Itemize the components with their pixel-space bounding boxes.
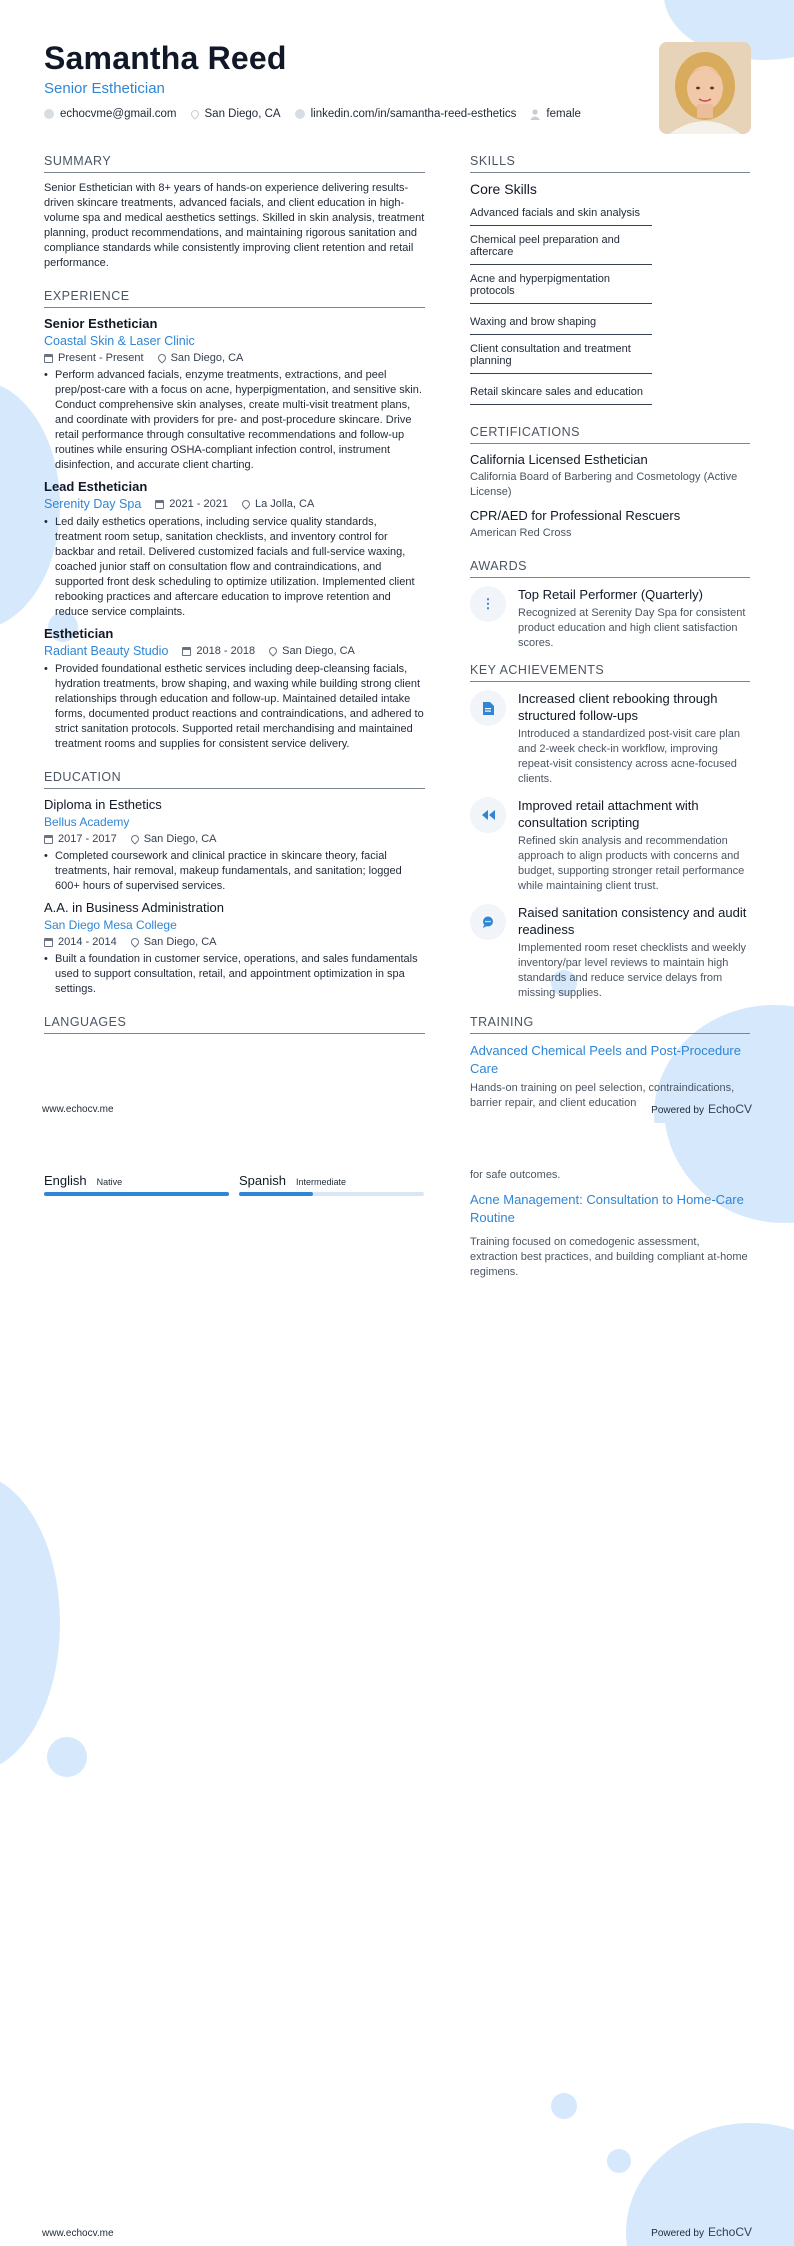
language-proficiency-fill xyxy=(239,1192,313,1196)
education-entry xyxy=(44,900,425,997)
footer-powered-label: Powered by xyxy=(651,1105,704,1116)
section-heading-training: TRAINING xyxy=(470,1015,750,1034)
rewind-icon xyxy=(470,797,506,833)
left-column xyxy=(44,154,425,1042)
footer-powered xyxy=(651,1102,752,1116)
education-meta xyxy=(44,833,425,845)
contact-location-text: San Diego, CA xyxy=(204,108,281,120)
footer-powered xyxy=(651,2225,752,2239)
training-title[interactable]: Acne Management: Consultation to Home-Care Routine xyxy=(470,1192,744,1225)
resume-page-2 xyxy=(0,1123,794,2246)
job-dates: Present - Present xyxy=(58,352,144,364)
calendar-icon xyxy=(44,938,53,947)
training-desc-continued: for safe outcomes. xyxy=(470,1169,561,1181)
training-desc: Training focused on comedogenic assessment, extraction best practices, and building compliant at-home regimens. xyxy=(470,1236,748,1278)
footer-powered-label: Powered by xyxy=(651,2228,704,2239)
contact-linkedin-text: linkedin.com/in/samantha-reed-esthetics xyxy=(310,108,517,120)
candidate-role: Senior Esthetician xyxy=(44,80,165,97)
education-entry xyxy=(44,797,425,894)
contact-email-text: echocvme@gmail.com xyxy=(60,108,177,120)
summary-text: Senior Esthetician with 8+ years of hands-on experience delivering results-driven skincare treatments, advanced facials, and client education in high-volume spa and medical aesthetics settings. Skilled in skin analysis, treatment planning, product recommendations, and maintaining rigorous sanitation and compliance standards while consistently improving client retention and retail performance. xyxy=(44,182,425,269)
certification-name: California Licensed Esthetician xyxy=(470,452,648,467)
certification-issuer: California Board of Barbering and Cosmetology (Active License) xyxy=(470,471,738,498)
decor-circle xyxy=(607,2149,631,2173)
skill-item: Waxing and brow shaping xyxy=(470,316,652,335)
section-heading-summary: SUMMARY xyxy=(44,154,425,173)
location-pin-icon xyxy=(189,108,200,119)
certification-issuer: American Red Cross xyxy=(470,527,572,539)
education-degree: A.A. in Business Administration xyxy=(44,900,224,915)
award-title: Top Retail Performer (Quarterly) xyxy=(518,587,703,602)
language-item xyxy=(44,1173,229,1196)
section-heading-achievements: KEY ACHIEVEMENTS xyxy=(470,663,750,682)
education-bullet: • Built a foundation in customer service, operations, and sales fundamentals used to support consultation, retail, and appointment optimization in spa settings. xyxy=(44,952,425,997)
education-location: San Diego, CA xyxy=(143,936,217,948)
job-title: Esthetician xyxy=(44,626,114,641)
profile-photo xyxy=(659,42,751,134)
languages-list xyxy=(44,1173,425,1196)
email-icon xyxy=(44,109,54,119)
job-company[interactable]: Radiant Beauty Studio xyxy=(44,644,169,658)
skills-group-title: Core Skills xyxy=(470,181,537,197)
education-bullet: • Completed coursework and clinical practice in skincare theory, facial treatments, hair removal, makeup fundamentals, and sanitation; logged 600+ hours of supervised services. xyxy=(44,849,425,894)
calendar-icon xyxy=(44,835,53,844)
language-level: Intermediate xyxy=(295,1177,347,1187)
document-icon xyxy=(470,690,506,726)
language-level: Native xyxy=(96,1177,123,1187)
achievement-desc: Refined skin analysis and recommendation approach to align products with concerns and budget, supporting stronger retail performance while maintaining client trust. xyxy=(518,835,745,892)
language-item xyxy=(239,1173,424,1196)
award-item xyxy=(470,586,750,651)
job-location: San Diego, CA xyxy=(282,645,355,657)
contact-gender xyxy=(530,108,581,120)
section-heading-awards: AWARDS xyxy=(470,559,750,578)
contact-email[interactable] xyxy=(44,108,177,120)
job-location: La Jolla, CA xyxy=(255,498,315,510)
location-pin-icon xyxy=(267,645,278,656)
skill-item: Chemical peel preparation and aftercare xyxy=(470,234,652,265)
education-dates: 2014 - 2014 xyxy=(58,936,117,948)
location-pin-icon xyxy=(129,833,140,844)
job-location: San Diego, CA xyxy=(170,352,244,364)
calendar-icon xyxy=(155,500,164,509)
job-bullet: • Provided foundational esthetic services including deep-cleansing facials, hydration treatments, brow shaping, and waxing while building strong client relationships through education and follow-up. Maintained detailed intake forms, documented product reactions and contraindications, and adhered to strict sanitation protocols. Supported retail merchandising and maintained treatment rooms and supplies for consistent service delivery. xyxy=(44,662,425,752)
footer-website[interactable]: www.echocv.me xyxy=(42,2228,114,2239)
job-dates: 2021 - 2021 xyxy=(169,498,228,510)
achievement-item xyxy=(470,797,750,894)
language-proficiency-fill xyxy=(44,1192,229,1196)
job-company[interactable]: Serenity Day Spa xyxy=(44,497,142,511)
footer-brand[interactable]: EchoCV xyxy=(707,2225,752,2239)
section-heading-certifications: CERTIFICATIONS xyxy=(470,425,750,444)
decor-circle xyxy=(551,2093,577,2119)
language-name: Spanish xyxy=(239,1173,286,1188)
decor-circle xyxy=(47,1737,87,1777)
education-meta xyxy=(44,936,425,948)
candidate-name: Samantha Reed xyxy=(44,40,287,76)
language-name: English xyxy=(44,1173,87,1188)
job-entry xyxy=(44,479,425,620)
job-bullet: • Led daily esthetics operations, including service quality standards, treatment room setup, sanitation checklists, and inventory control for backbar and retail. Delivered customized facials and full-service waxing, coached junior staff on consultation flow and contraindications, and supported front desk scheduling to optimize utilization. Implemented client rebooking practices and aftercare education to improve retention and reduce service complaints. xyxy=(44,515,425,620)
job-company[interactable]: Coastal Skin & Laser Clinic xyxy=(44,334,195,348)
achievement-desc: Introduced a standardized post-visit care plan and 2-week check-in workflow, improving repeat-visit consistency across acne-focused clients. xyxy=(518,728,740,785)
decor-circle xyxy=(0,1473,60,1773)
job-bullet: • Perform advanced facials, enzyme treatments, extractions, and peel prep/post-care with a focus on acne, hyperpigmentation, and sensitive skin. Conduct comprehensive skin analyses, create multi-visit treatment plans, and coordinate with providers for pre- and post-procedure skincare. Drive retail performance through consultative recommendations and follow-up routines while ensuring OSHA-compliant infection control, instrument disinfection, and accurate client charting. xyxy=(44,368,425,473)
language-proficiency-bar xyxy=(44,1192,229,1196)
achievement-item xyxy=(470,904,750,1001)
footer-brand[interactable]: EchoCV xyxy=(707,1102,752,1116)
training-title[interactable]: Advanced Chemical Peels and Post-Procedure Care xyxy=(470,1043,741,1076)
achievement-title: Improved retail attachment with consultation scripting xyxy=(518,798,699,830)
section-heading-education: EDUCATION xyxy=(44,770,425,789)
location-pin-icon xyxy=(129,936,140,947)
section-heading-skills: SKILLS xyxy=(470,154,750,173)
contact-location xyxy=(191,108,281,120)
dots-icon: ⋮ xyxy=(470,586,506,622)
contact-linkedin[interactable] xyxy=(295,108,517,120)
training-desc: Hands-on training on peel selection, contraindications, barrier repair, and client education xyxy=(470,1082,735,1109)
job-entry xyxy=(44,626,425,752)
location-pin-icon xyxy=(156,352,167,363)
education-school[interactable]: Bellus Academy xyxy=(44,815,130,829)
certification-name: CPR/AED for Professional Rescuers xyxy=(470,508,681,523)
education-school[interactable]: San Diego Mesa College xyxy=(44,918,177,932)
right-column-continued xyxy=(470,1168,750,1280)
job-title: Senior Esthetician xyxy=(44,316,158,331)
achievement-desc: Implemented room reset checklists and weekly inventory/par level reviews to maintain high standards and reduce service delays from missing supplies. xyxy=(518,942,747,999)
language-proficiency-bar xyxy=(239,1192,424,1196)
skill-item: Client consultation and treatment planning xyxy=(470,343,652,374)
job-dates: 2018 - 2018 xyxy=(196,645,256,657)
education-dates: 2017 - 2017 xyxy=(58,833,117,845)
person-icon xyxy=(530,109,540,120)
achievement-title: Raised sanitation consistency and audit readiness xyxy=(518,905,747,937)
footer-website[interactable]: www.echocv.me xyxy=(42,1104,114,1115)
skill-item: Acne and hyperpigmentation protocols xyxy=(470,273,652,304)
location-pin-icon xyxy=(240,498,251,509)
skill-item: Retail skincare sales and education xyxy=(470,386,652,405)
award-desc: Recognized at Serenity Day Spa for consistent product education and high client satisfaction scores. xyxy=(518,607,746,649)
calendar-icon xyxy=(182,647,191,656)
job-title: Lead Esthetician xyxy=(44,479,148,494)
chat-icon xyxy=(470,904,506,940)
profile-photo-illustration xyxy=(659,42,751,134)
contact-gender-text: female xyxy=(546,108,581,120)
section-heading-languages: LANGUAGES xyxy=(44,1015,425,1034)
right-column xyxy=(470,154,750,1111)
linkedin-icon xyxy=(295,109,305,119)
calendar-icon xyxy=(44,354,53,363)
achievement-item xyxy=(470,690,750,787)
education-location: San Diego, CA xyxy=(143,833,217,845)
section-heading-experience: EXPERIENCE xyxy=(44,289,425,308)
contact-row xyxy=(44,108,581,120)
job-entry xyxy=(44,316,425,473)
job-meta xyxy=(44,352,425,364)
skill-item: Advanced facials and skin analysis xyxy=(470,207,652,226)
achievement-title: Increased client rebooking through structured follow-ups xyxy=(518,691,718,723)
education-degree: Diploma in Esthetics xyxy=(44,797,162,812)
